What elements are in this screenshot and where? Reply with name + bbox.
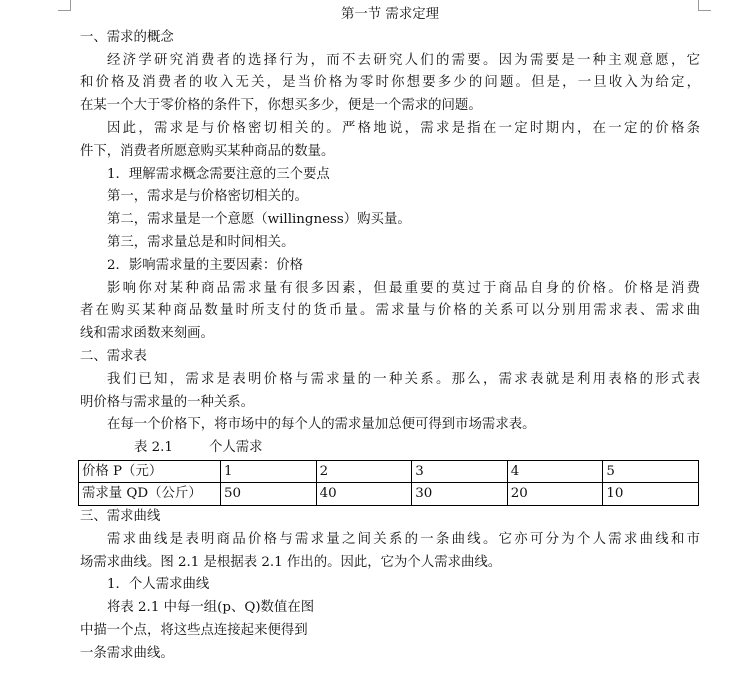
document-page (80, 4, 700, 666)
table-cell: 2 (316, 460, 412, 483)
table-cell: 价格 P（元） (79, 460, 221, 483)
table-cell: 1 (221, 460, 317, 483)
paragraph-line: 在某一个大于零价格的条件下，你想买多少，便是一个需求的问题。 (80, 98, 482, 114)
section-heading-demand-curve: 三、需求曲线 (80, 508, 161, 524)
paragraph-line: 一条需求曲线。 (80, 645, 174, 661)
table-row-price (79, 460, 699, 483)
table-cell: 4 (507, 460, 603, 483)
paragraph-line: 需求曲线是表明商品价格与需求量之间关系的一条曲线。它亦可分为个人需求曲线和市 (107, 531, 700, 547)
table-number: 表 2.1 (134, 440, 173, 456)
table-cell: 3 (412, 460, 508, 483)
paragraph-line: 明价格与需求量的一种关系。 (80, 394, 255, 410)
table-cell: 40 (316, 483, 412, 506)
table-cell: 50 (221, 483, 317, 506)
table-cell: 需求量 QD（公斤） (79, 483, 221, 506)
paragraph-line: 我们已知，需求是表明价格与需求量的一种关系。那么，需求表就是利用表格的形式表 (107, 371, 700, 387)
paragraph-line: 因此，需求是与价格密切相关的。严格地说，需求是指在一定时期内，在一定的价格条 (107, 120, 700, 136)
table-caption (80, 437, 700, 460)
paragraph-line: 线和需求函数来刻画。 (80, 326, 214, 342)
subheading-three-points: 1．理解需求概念需要注意的三个要点 (107, 166, 330, 182)
paragraph-line: 中描一个点，将这些点连接起来便得到 (80, 622, 308, 638)
subheading-individual-curve: 1．个人需求曲线 (107, 577, 210, 593)
point-second: 第二，需求量是一个意愿（willingness）购买量。 (107, 212, 411, 228)
subheading-price-factor: 2．影响需求量的主要因素：价格 (107, 257, 303, 273)
paragraph-line: 经济学研究消费者的选择行为，而不去研究人们的需要。因为需要是一种主观意愿，它 (107, 52, 700, 68)
paragraph-line: 在每一个价格下，将市场中的每个人的需求量加总便可得到市场需求表。 (107, 417, 536, 433)
paragraph-line: 和价格及消费者的收入无关，是当价格为零时你想要多少的问题。但是，一旦收入为给定， (80, 75, 700, 91)
individual-demand-table (78, 460, 699, 506)
paragraph-line: 影响你对某种商品需求量有很多因素，但最重要的莫过于商品自身的价格。价格是消费 (107, 280, 700, 296)
table-cell: 10 (603, 483, 699, 506)
paragraph-line: 者在购买某种商品数量时所支付的货币量。需求量与价格的关系可以分别用需求表、需求曲 (80, 303, 700, 319)
table-cell: 30 (412, 483, 508, 506)
paragraph-line: 将表 2.1 中每一组(p、Q)数值在图 (107, 600, 315, 616)
section-heading-demand-concept: 一、需求的概念 (80, 29, 174, 45)
point-first: 第一，需求是与价格密切相关的。 (107, 189, 308, 205)
table-row-quantity (79, 483, 699, 506)
page-corner-mark-left (58, 0, 71, 11)
paragraph-line: 件下，消费者所愿意购买某种商品的数量。 (80, 143, 335, 159)
page-title: 第一节 需求定理 (341, 7, 439, 22)
table-cell: 5 (603, 460, 699, 483)
table-name: 个人需求 (209, 440, 263, 456)
section-heading-demand-schedule: 二、需求表 (80, 348, 147, 364)
point-third: 第三，需求量总是和时间相关。 (107, 234, 295, 250)
paragraph-line: 场需求曲线。图 2.1 是根据表 2.1 作出的。因此，它为个人需求曲线。 (80, 554, 502, 570)
table-cell: 20 (507, 483, 603, 506)
